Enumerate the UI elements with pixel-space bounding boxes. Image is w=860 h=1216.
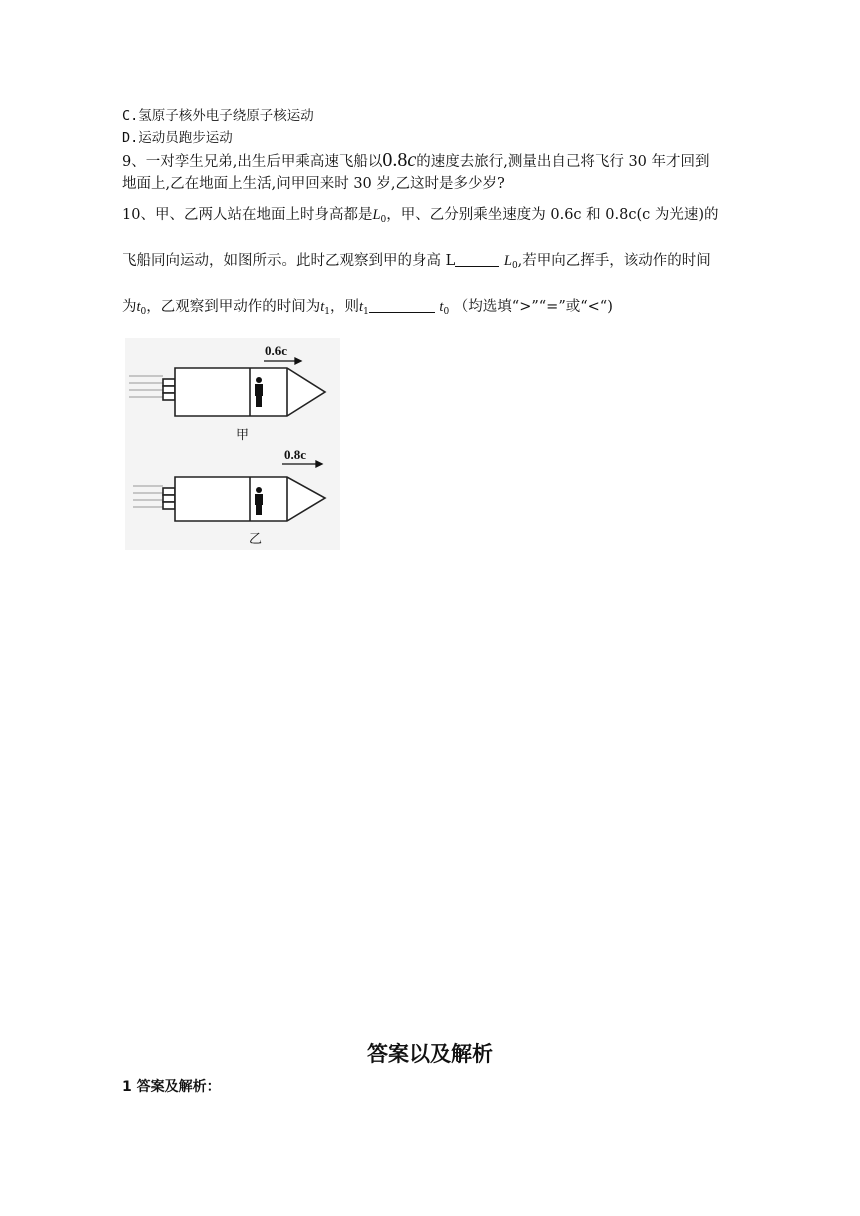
top-person-label: 甲 <box>236 428 250 443</box>
option-d: D.运动员跑步运动 <box>122 130 233 146</box>
answer-blank-height[interactable] <box>455 252 499 267</box>
answer-blank-time[interactable] <box>369 298 435 313</box>
question-9-line-2: 地面上,乙在地面上生活,问甲回来时 30 岁,乙这时是多少岁? <box>122 176 505 192</box>
top-speed-label: 0.6c <box>265 343 288 358</box>
question-10-line-1: 10、甲、乙两人站在地面上时身高都是$L_0$，甲、乙分别乘坐速度为 0.6c 和 0.8c(c 为光速)的 <box>122 207 719 225</box>
question-9-line-1: 9、一对孪生兄弟,出生后甲乘高速飞船以0.8c的速度去旅行,测量出自己将飞行 30 年才回到 <box>122 149 710 171</box>
question-10-line-2: 飞船同向运动，如图所示。此时乙观察到甲的身高 L $L_0$,若甲向乙挥手，该动作的时间 <box>122 253 711 271</box>
option-c: C.氢原子核外电子绕原子核运动 <box>122 108 314 124</box>
speed-unit: c <box>407 149 417 171</box>
question-10-line-3: 为$t_0$，乙观察到甲动作的时间为$t_1$，则$t_1$ $t_0$ （均选填“>”“=”或“<“) <box>122 299 613 317</box>
answer-1-label: 1 答案及解析： <box>122 1079 221 1095</box>
answers-heading: 答案以及解析 <box>367 1042 493 1066</box>
bottom-person-label: 乙 <box>249 532 263 547</box>
speed-value: 0.8 <box>382 149 408 171</box>
bottom-speed-label: 0.8c <box>284 447 307 462</box>
spaceship-figure <box>125 338 340 550</box>
